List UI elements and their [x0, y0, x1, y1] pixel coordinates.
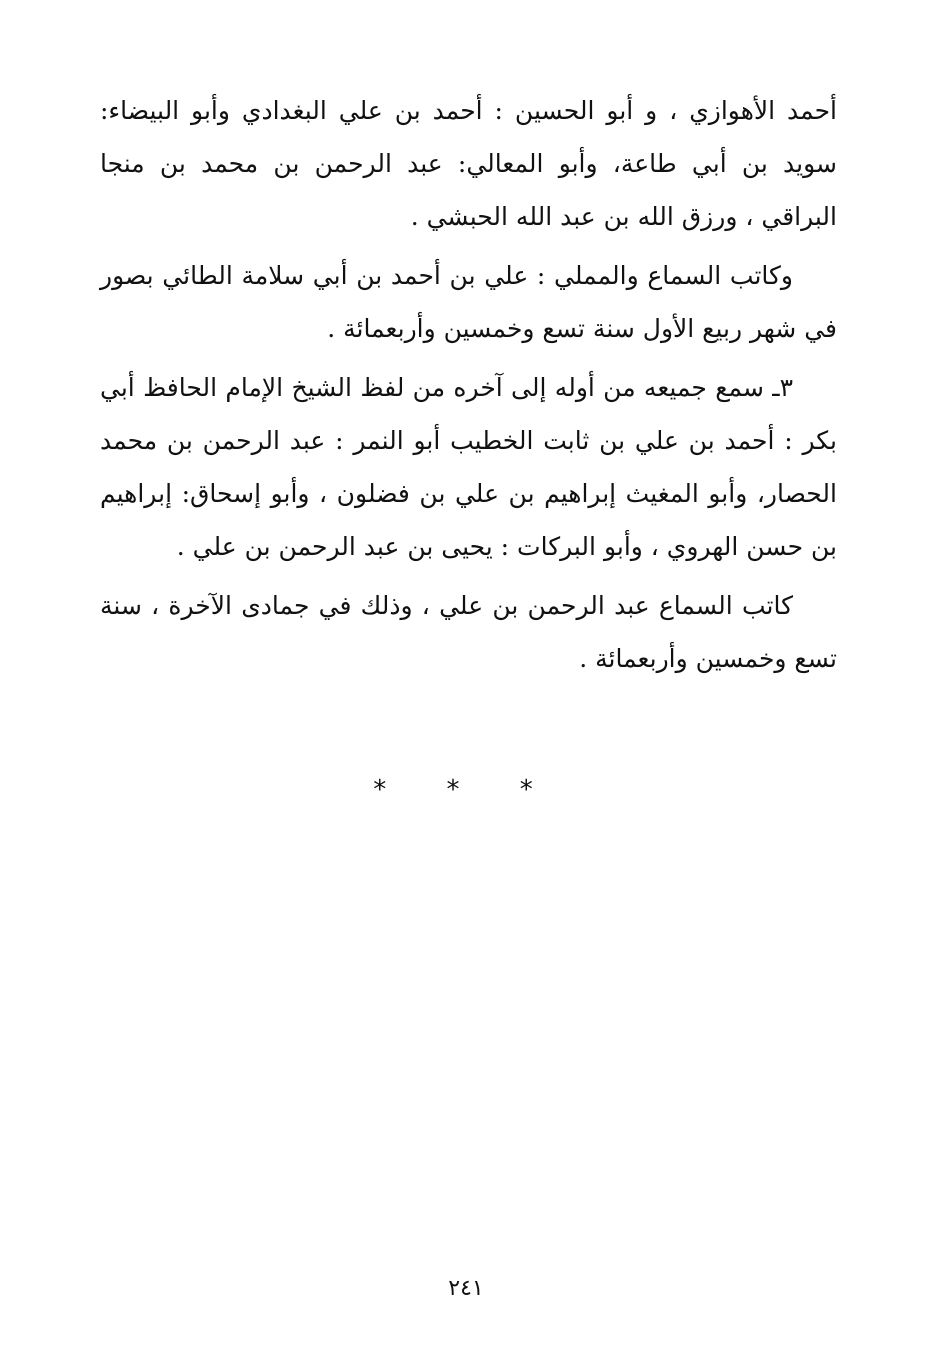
- paragraph-1: أحمد الأهوازي ، و أبو الحسين : أحمد بن علي البغدادي وأبو البيضاء: سويد بن أبي طاعة، وأبو المعالي: عبد الرحمن بن محمد بن منجا البراقي ، ورزق الله بن عبد الله الحبشي .: [100, 96, 837, 231]
- section-separator: * * *: [373, 775, 559, 805]
- paragraph-4: كاتب السماع عبد الرحمن بن علي ، وذلك في جمادى الآخرة ، سنة تسع وخمسين وأربعمائة .: [100, 591, 837, 673]
- paragraph-3: ٣ـ سمع جميعه من أوله إلى آخره من لفظ الشيخ الإمام الحافظ أبي بكر : أحمد بن علي بن ثابت الخطيب أبو النمر : عبد الرحمن بن محمد الحصار، وأبو المغيث إبراهيم بن علي بن فضلون ، وأبو إسحاق: إبراهيم بن حسن الهروي ، وأبو البركات : يحيى بن عبد الرحمن بن علي .: [100, 373, 837, 561]
- paragraph-2: وكاتب السماع والمملي : علي بن أحمد بن أبي سلامة الطائي بصور في شهر ربيع الأول سنة تسع وخمسين وأربعمائة .: [100, 261, 837, 343]
- page-number: ٢٤١: [448, 1276, 484, 1301]
- body-text: [100, 84, 837, 691]
